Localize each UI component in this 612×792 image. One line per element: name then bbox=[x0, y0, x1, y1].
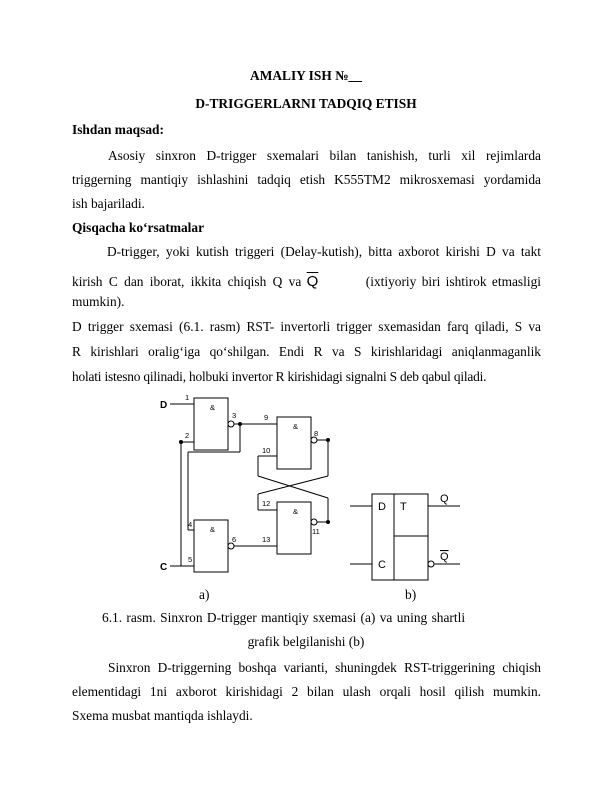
figure-caption-line-1: 6.1. rasm. Sinxron D-trigger mantiqiy sxemasi (a) va uning shartli bbox=[102, 610, 466, 625]
pin-3: 3 bbox=[232, 411, 237, 420]
page-title: AMALIY ISH №__ bbox=[250, 68, 362, 83]
d-trigger-figure bbox=[0, 390, 612, 585]
pin-6: 6 bbox=[232, 535, 237, 544]
pin-2: 2 bbox=[185, 431, 190, 440]
input-d-label: D bbox=[160, 400, 168, 411]
gate-1-and-label: & bbox=[210, 403, 216, 412]
pin-1: 1 bbox=[185, 393, 190, 402]
notes-p1-line-2 bbox=[72, 274, 541, 290]
symbol-qbar-label: Q bbox=[440, 551, 449, 563]
notes-p1-line-1: D-trigger, yoki kutish triggeri (Delay-kutish), bitta axborot kirishi D va takt bbox=[107, 244, 541, 259]
symbol-t-label: T bbox=[400, 501, 407, 513]
aim-line-1: Asosiy sinxron D-trigger sxemalari bilan tanishish, turli xil rejimlarda bbox=[108, 148, 541, 163]
page-subtitle: D-TRIGGERLARNI TADQIQ ETISH bbox=[195, 96, 417, 111]
final-line-2: elementidagi 1ni axborot kirishidagi 2 bilan ulash orqali hosil qilish mumkin. bbox=[72, 684, 541, 699]
q-bar-symbol: $\overline{Q}$ bbox=[306, 273, 319, 290]
aim-line-3: ish bajariladi. bbox=[72, 196, 145, 211]
notes-p2-line-1: D trigger sxemasi (6.1. rasm) RST- invertorli trigger sxemasidan farq qiladi, S va bbox=[72, 319, 541, 334]
gate-2-and-label: & bbox=[210, 525, 216, 534]
input-c-label: C bbox=[160, 562, 168, 573]
pin-5: 5 bbox=[188, 555, 193, 564]
final-line-3: Sxema musbat mantiqda ishlaydi. bbox=[72, 708, 253, 723]
pin-4: 4 bbox=[188, 520, 193, 529]
symbol-c-label: C bbox=[378, 559, 386, 571]
symbol-q-label: Q bbox=[440, 493, 449, 505]
symbol-d-label: D bbox=[378, 501, 386, 513]
gate-4-and-label: & bbox=[293, 507, 299, 516]
gate-3-and-label: & bbox=[293, 422, 299, 431]
notes-p1-line-3: mumkin). bbox=[72, 294, 125, 309]
aim-heading: Ishdan maqsad: bbox=[72, 122, 164, 137]
pin-11: 11 bbox=[312, 527, 320, 536]
aim-line-2: triggerning mantiqiy ishlashini tadqiq etish K555TM2 mikrosxemasi yordamida bbox=[72, 172, 541, 187]
final-line-1: Sinxron D-triggerning boshqa varianti, shuningdek RST-triggerining chiqish bbox=[108, 660, 541, 675]
pin-13: 13 bbox=[262, 535, 271, 544]
notes-p2-line-3: holati istesno qilinadi, holbuki invertor R kirishidagi signalni S deb qabul qiladi. bbox=[72, 369, 487, 384]
pin-12: 12 bbox=[262, 499, 271, 508]
figure-label-a: a) bbox=[199, 587, 210, 602]
notes-p2-line-2: R kirishlari oralig‘iga qo‘shilgan. Endi R va S kirishlaridagi aniqlanmaganlik bbox=[72, 344, 541, 359]
pin-8: 8 bbox=[314, 429, 319, 438]
notes-p1-line-2-text: kirish C dan iborat, ikkita chiqish Q va bbox=[72, 274, 302, 289]
figure-label-b: b) bbox=[405, 587, 417, 602]
notes-p1-line-2-tail: (ixtiyoriy biri ishtirok etmasligi bbox=[365, 274, 541, 289]
figure-caption-line-2: grafik belgilanishi (b) bbox=[247, 634, 365, 649]
pin-10: 10 bbox=[262, 446, 271, 455]
notes-heading: Qisqacha ko‘rsatmalar bbox=[72, 220, 205, 235]
pin-9: 9 bbox=[264, 413, 269, 422]
